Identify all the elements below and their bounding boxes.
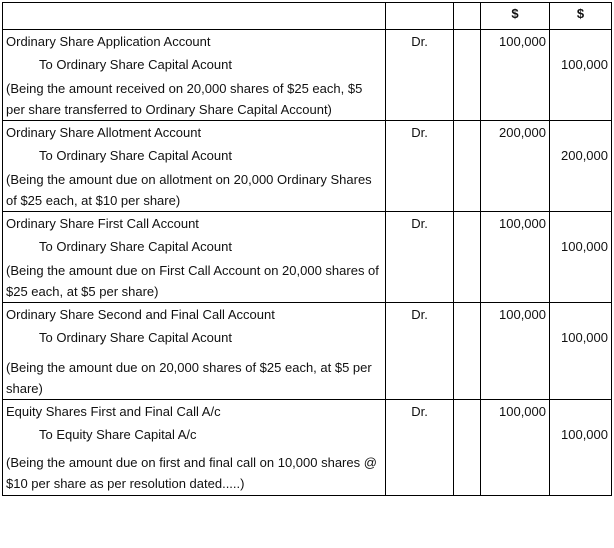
- journal-entry: [3, 212, 612, 303]
- debit-cell: [481, 30, 550, 121]
- credit-account: To Ordinary Share Capital Acount: [39, 57, 232, 72]
- narration: (Being the amount received on 20,000 shares of $25 each, $5 per share transferred to Ordinary Share Capital Account): [6, 81, 363, 117]
- debit-account: Ordinary Share Application Account: [6, 34, 211, 49]
- lf-cell: [454, 121, 481, 212]
- credit-cell: [550, 303, 612, 400]
- debit-cell: [481, 121, 550, 212]
- dr-label: Dr.: [411, 125, 428, 140]
- dr-cell: [386, 30, 454, 121]
- dr-cell: [386, 121, 454, 212]
- dr-label: Dr.: [411, 216, 428, 231]
- journal-entry: [3, 30, 612, 121]
- header-particulars-cell: [3, 3, 386, 30]
- particulars-cell: [3, 400, 386, 496]
- lf-cell: [454, 303, 481, 400]
- debit-cell: [481, 303, 550, 400]
- debit-amount: 100,000: [499, 307, 546, 322]
- journal-entry: [3, 303, 612, 400]
- debit-cell: [481, 212, 550, 303]
- credit-account: To Ordinary Share Capital Acount: [39, 239, 232, 254]
- dr-label: Dr.: [411, 34, 428, 49]
- debit-account: Ordinary Share Allotment Account: [6, 125, 202, 140]
- dr-cell: [386, 303, 454, 400]
- header-lf-cell: [454, 3, 481, 30]
- credit-cell: [550, 400, 612, 496]
- journal-entries-table: [2, 2, 612, 496]
- debit-amount: 100,000: [499, 404, 546, 419]
- journal-entry: [3, 400, 612, 496]
- dr-cell: [386, 400, 454, 496]
- debit-amount: 200,000: [499, 125, 546, 140]
- credit-amount: 100,000: [561, 330, 608, 345]
- credit-amount: 200,000: [561, 148, 608, 163]
- lf-cell: [454, 30, 481, 121]
- dr-label: Dr.: [411, 307, 428, 322]
- lf-cell: [454, 212, 481, 303]
- credit-amount: 100,000: [561, 57, 608, 72]
- header-row: [3, 3, 612, 30]
- lf-cell: [454, 400, 481, 496]
- credit-account: To Ordinary Share Capital Acount: [39, 330, 232, 345]
- debit-amount: 100,000: [499, 216, 546, 231]
- credit-amount: 100,000: [561, 239, 608, 254]
- journal-entry: [3, 121, 612, 212]
- dr-cell: [386, 212, 454, 303]
- credit-account: To Equity Share Capital A/c: [39, 427, 197, 442]
- header-credit-currency: $: [550, 3, 612, 30]
- credit-amount: 100,000: [561, 427, 608, 442]
- debit-account: Equity Shares First and Final Call A/c: [6, 404, 221, 419]
- particulars-cell: [3, 121, 386, 212]
- narration: (Being the amount due on 20,000 shares of $25 each, at $5 per share): [6, 360, 372, 396]
- credit-cell: [550, 30, 612, 121]
- debit-cell: [481, 400, 550, 496]
- narration: (Being the amount due on First Call Account on 20,000 shares of $25 each, at $5 per share): [6, 263, 379, 299]
- narration: (Being the amount due on first and final call on 10,000 shares @ $10 per share as per resolution dated.....): [6, 455, 377, 491]
- particulars-cell: [3, 30, 386, 121]
- credit-account: To Ordinary Share Capital Acount: [39, 148, 232, 163]
- credit-cell: [550, 121, 612, 212]
- debit-account: Ordinary Share First Call Account: [6, 216, 199, 231]
- narration: (Being the amount due on allotment on 20,000 Ordinary Shares of $25 each, at $10 per share): [6, 172, 372, 208]
- credit-cell: [550, 212, 612, 303]
- debit-amount: 100,000: [499, 34, 546, 49]
- debit-account: Ordinary Share Second and Final Call Account: [6, 307, 275, 322]
- dr-label: Dr.: [411, 404, 428, 419]
- particulars-cell: [3, 303, 386, 400]
- header-debit-currency: $: [481, 3, 550, 30]
- header-dr-cell: [386, 3, 454, 30]
- particulars-cell: [3, 212, 386, 303]
